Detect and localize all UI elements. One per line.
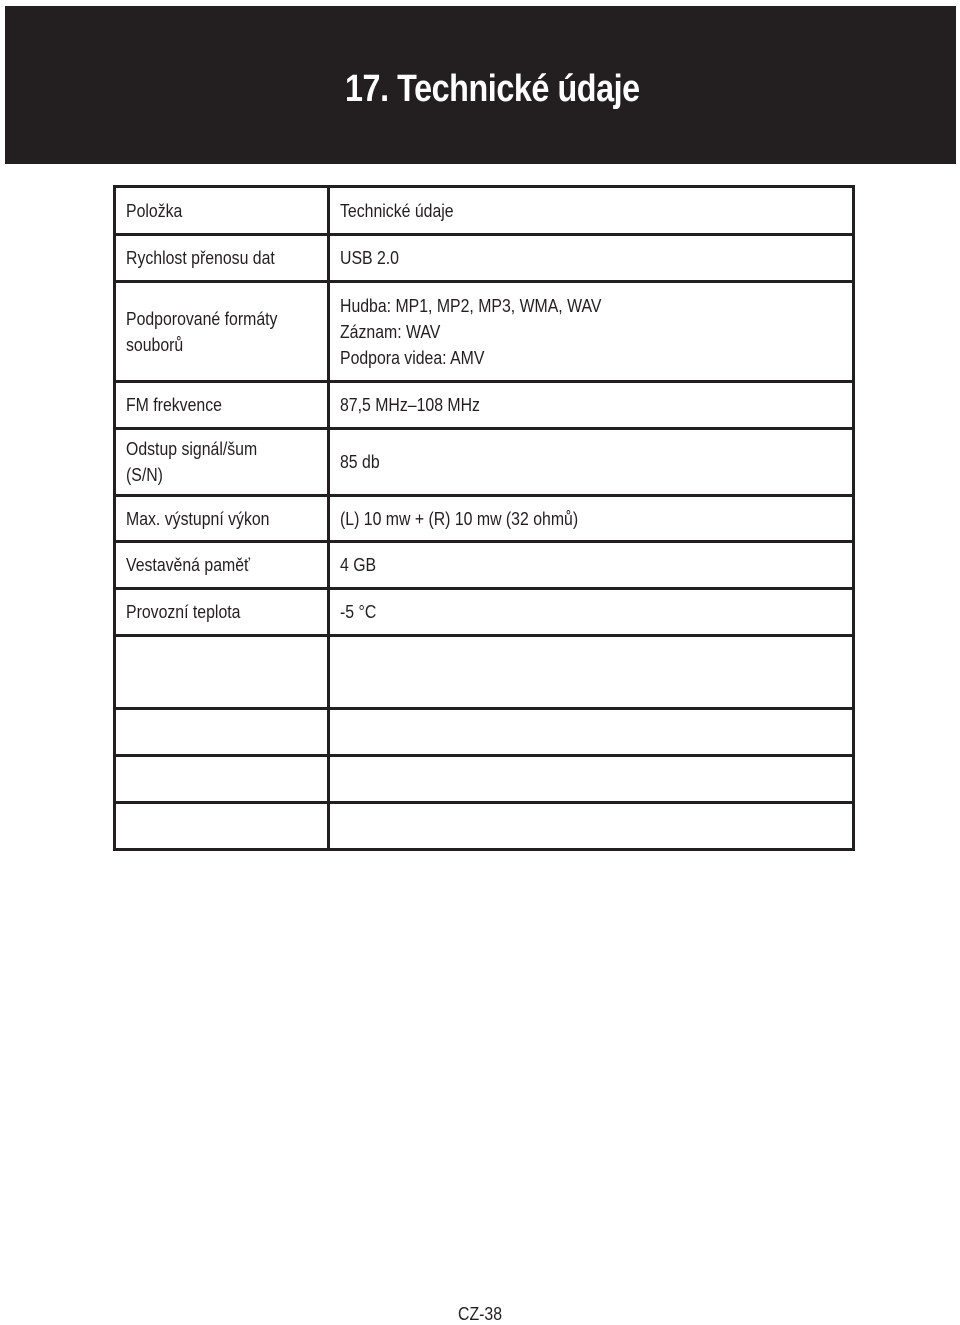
page-title: 17. Technické údaje — [345, 68, 640, 110]
table-row — [115, 382, 854, 429]
row-label — [115, 636, 329, 709]
row-label: FM frekvence — [115, 382, 329, 429]
row-value: (L) 10 mw + (R) 10 mw (32 ohmů) — [329, 496, 854, 542]
row-label: Odstup signál/šum (S/N) — [115, 429, 329, 496]
table-header-item: Položka — [115, 187, 329, 235]
spec-table — [113, 185, 855, 851]
row-value: Hudba: MP1, MP2, MP3, WMA, WAV Záznam: WAV Podpora videa: AMV — [329, 282, 854, 382]
row-value: 85 db — [329, 429, 854, 496]
table-row — [115, 429, 854, 496]
row-value: 4 GB — [329, 542, 854, 589]
row-value — [329, 803, 854, 850]
table-row — [115, 589, 854, 636]
row-label: Podporované formáty souborů — [115, 282, 329, 382]
row-label: Provozní teplota — [115, 589, 329, 636]
row-value: 87,5 MHz–108 MHz — [329, 382, 854, 429]
row-label: Max. výstupní výkon — [115, 496, 329, 542]
table-header-value: Technické údaje — [329, 187, 854, 235]
page-number — [0, 1303, 960, 1325]
header-bar — [5, 6, 956, 164]
row-label — [115, 756, 329, 803]
table-row — [115, 282, 854, 382]
row-value — [329, 636, 854, 709]
page-number-text: CZ-38 — [457, 1304, 502, 1324]
row-value — [329, 756, 854, 803]
row-value: USB 2.0 — [329, 235, 854, 282]
table-row — [115, 803, 854, 850]
table-row — [115, 756, 854, 803]
row-value — [329, 709, 854, 756]
table-row — [115, 542, 854, 589]
table-row — [115, 496, 854, 542]
row-label: Rychlost přenosu dat — [115, 235, 329, 282]
row-label: Vestavěná paměť — [115, 542, 329, 589]
table-row — [115, 187, 854, 235]
row-label — [115, 803, 329, 850]
table-row — [115, 709, 854, 756]
row-label — [115, 709, 329, 756]
row-value: -5 °C — [329, 589, 854, 636]
table-row — [115, 636, 854, 709]
table-row — [115, 235, 854, 282]
